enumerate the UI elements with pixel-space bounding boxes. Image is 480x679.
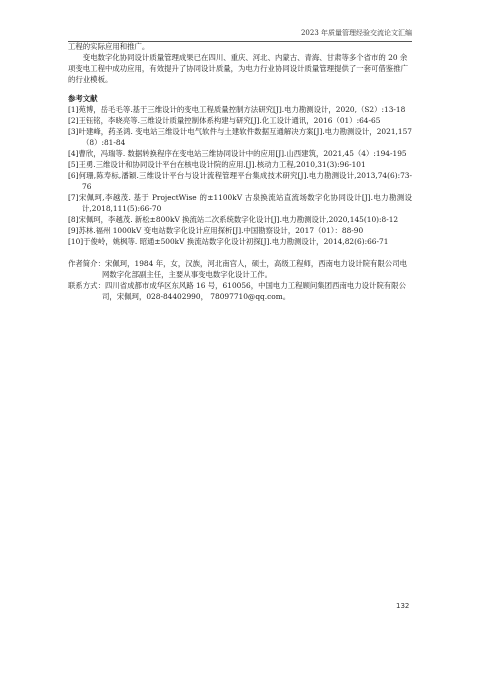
author-intro-label: 作者简介： [68, 259, 105, 268]
reference-item-5: [5]王勇.三维设计和协同设计平台在核电设计院的应用.[J].核动力工程,2010,31(3):96-101 [68, 160, 366, 169]
author-intro-text: 宋佩珂，1984 年，女，汉族，河北南宫人，硕士，高级工程师，西南电力设计院有限公司电网数字化部副主任，主要从事变电数字化设计工作。 [102, 259, 407, 279]
author-contact-label: 联系方式： [68, 281, 105, 290]
body-paragraph-1: 工程的实际应用和推广。 [68, 42, 150, 51]
reference-list [68, 104, 412, 247]
reference-item-6: [6]何珊,陈寿标,潘颖.三维设计平台与设计流程管理平台集成技术研究[J].电力勘测设计,2013,74(6):73-76 [68, 171, 412, 191]
header-title: 2023 年质量管理经验交流论文汇编 [300, 29, 412, 37]
running-header [68, 28, 412, 42]
reference-item-7: [7]宋佩珂,李越茂. 基于 ProjectWise 的±1100kV 古泉换流站直流场数字化协同设计[J].电力勘测设计,2018,111(5):66-70 [68, 193, 412, 213]
references-heading: 参考文献 [68, 94, 98, 103]
author-contact-text: 四川省成都市成华区东风路 16 号，610056，中国电力工程顾问集团西南电力设计院有限公司，宋佩珂，028-84402990， 78097710@qq.com。 [102, 281, 406, 301]
reference-item-4: [4]曹欣，冯瑞等. 数据转换程序在变电站三维协同设计中的应用[J].山西建筑，2021,45（4）:194-195 [68, 149, 407, 158]
page-number: 132 [396, 602, 410, 610]
reference-item-2: [2]王钰铭，李晓亮等.三维设计质量控制体系构建与研究[J].化工设计通讯，2016（01）:64-65 [68, 116, 381, 125]
reference-item-8: [8]宋佩珂，李越茂. 新松±800kV 换流站二次系统数字化设计[J].电力勘测设计,2020,145(10):8-12 [68, 215, 399, 224]
author-contact [68, 280, 412, 302]
reference-item-1: [1]苑博，岳毛毛等.基于三维设计的变电工程质量控制方法研究[J].电力勘测设计，2020,（S2）:13-18 [68, 105, 406, 114]
reference-item-3: [3]叶建峰，药圣鸿. 变电站三维设计电气软件与土建软件数据互通解决方案[J].电力勘测设计，2021,157（8）:81-84 [68, 127, 412, 147]
page-content [68, 41, 412, 302]
author-intro [68, 258, 412, 280]
reference-item-9: [9]苏林.福州 1000kV 变电站数字化设计应用探析[J].中国勘察设计，2017（01）：88-90 [68, 226, 364, 235]
body-paragraph-2: 变电数字化协同设计质量管理成果已在四川、重庆、河北、内蒙古、青海、甘肃等多个省市的 20 余项变电工程中成功应用，有效提升了协同设计质量，为电力行业协同设计质量管理提供了一套可借鉴推广的行业模板。 [68, 53, 408, 84]
reference-item-10: [10]于俊岭，姚枫等. 昭通±500kV 换流站数字化设计初探[J].电力勘测设计，2014,82(6):66-71 [68, 237, 389, 246]
